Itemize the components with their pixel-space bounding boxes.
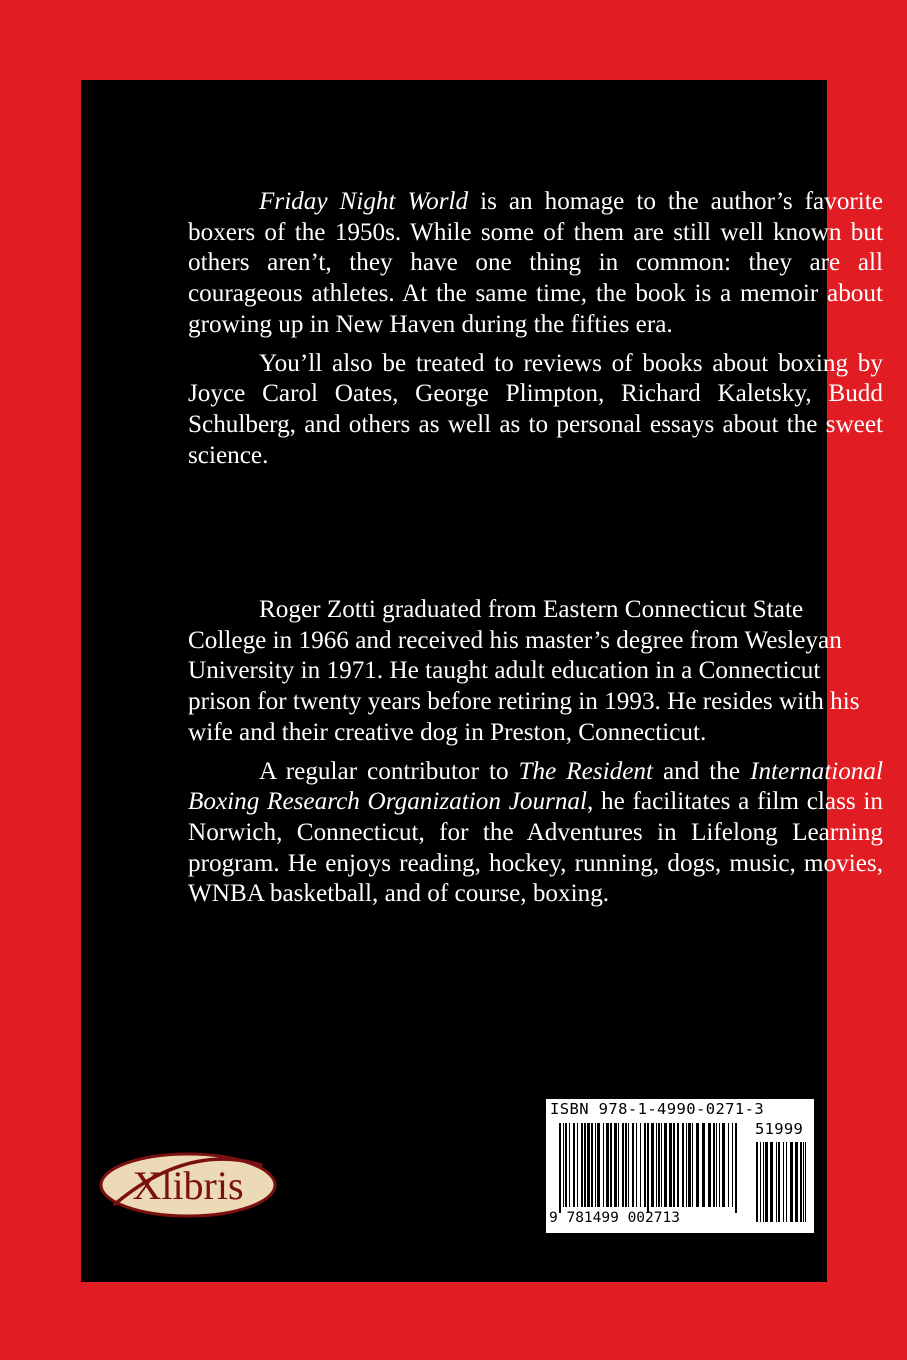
ean-barcode-bars <box>559 1123 739 1217</box>
publisher-logo-text: Xlibris <box>132 1163 244 1208</box>
bio-text-post: , he facilitates a film class in Norwich, Connecticut, for the Adventures in Lifelong Learning program. He enjoys reading, hockey, running, dogs, music, movies, WNBA basketball, and of course, boxing. <box>188 788 883 908</box>
description-paragraph-2: You’ll also be treated to reviews of books about boxing by Joyce Carol Oates, George Plimpton, Richard Kaletsky, Budd Schulberg, and others as well as to personal essays about the sweet science. <box>188 349 883 469</box>
price-barcode-bars <box>756 1142 808 1226</box>
isbn-label: ISBN 978-1-4990-0271-3 <box>550 1100 765 1118</box>
isbn-barcode <box>544 1097 816 1235</box>
author-bio <box>188 595 883 918</box>
publisher-logo <box>93 1143 283 1225</box>
bio-paragraph-1: Roger Zotti graduated from Eastern Connecticut State College in 1966 and received his master’s degree from Wesleyan University in 1971. He taught adult education in a Connecticut prison for twenty years before retiring in 1993. He resides with his wife and their creative dog in Preston, Connecticut. <box>188 596 860 746</box>
description-paragraph-1 <box>188 187 883 341</box>
bio-text-pre: A regular contributor to <box>259 757 519 785</box>
book-description <box>188 187 883 479</box>
bio-text-mid: and the <box>653 757 751 785</box>
bio-paragraph-2 <box>188 757 883 911</box>
book-title: Friday Night World <box>259 188 469 215</box>
publication-the-resident: The Resident <box>518 757 653 785</box>
publication-ibro-journal: International Boxing Research Organization Journal <box>188 757 883 816</box>
back-cover-panel <box>81 80 883 1282</box>
description-text-1: is an homage to the author’s favorite boxers of the 1950s. While some of them are still well known but others aren’t, they have one thing in common: they are all courageous athletes. At the same time, the book is a memoir about growing up in New Haven during the fifties era. <box>188 188 883 338</box>
price-code: 51999 <box>755 1120 804 1138</box>
ean-digits: 9 781499 002713 <box>549 1210 680 1226</box>
